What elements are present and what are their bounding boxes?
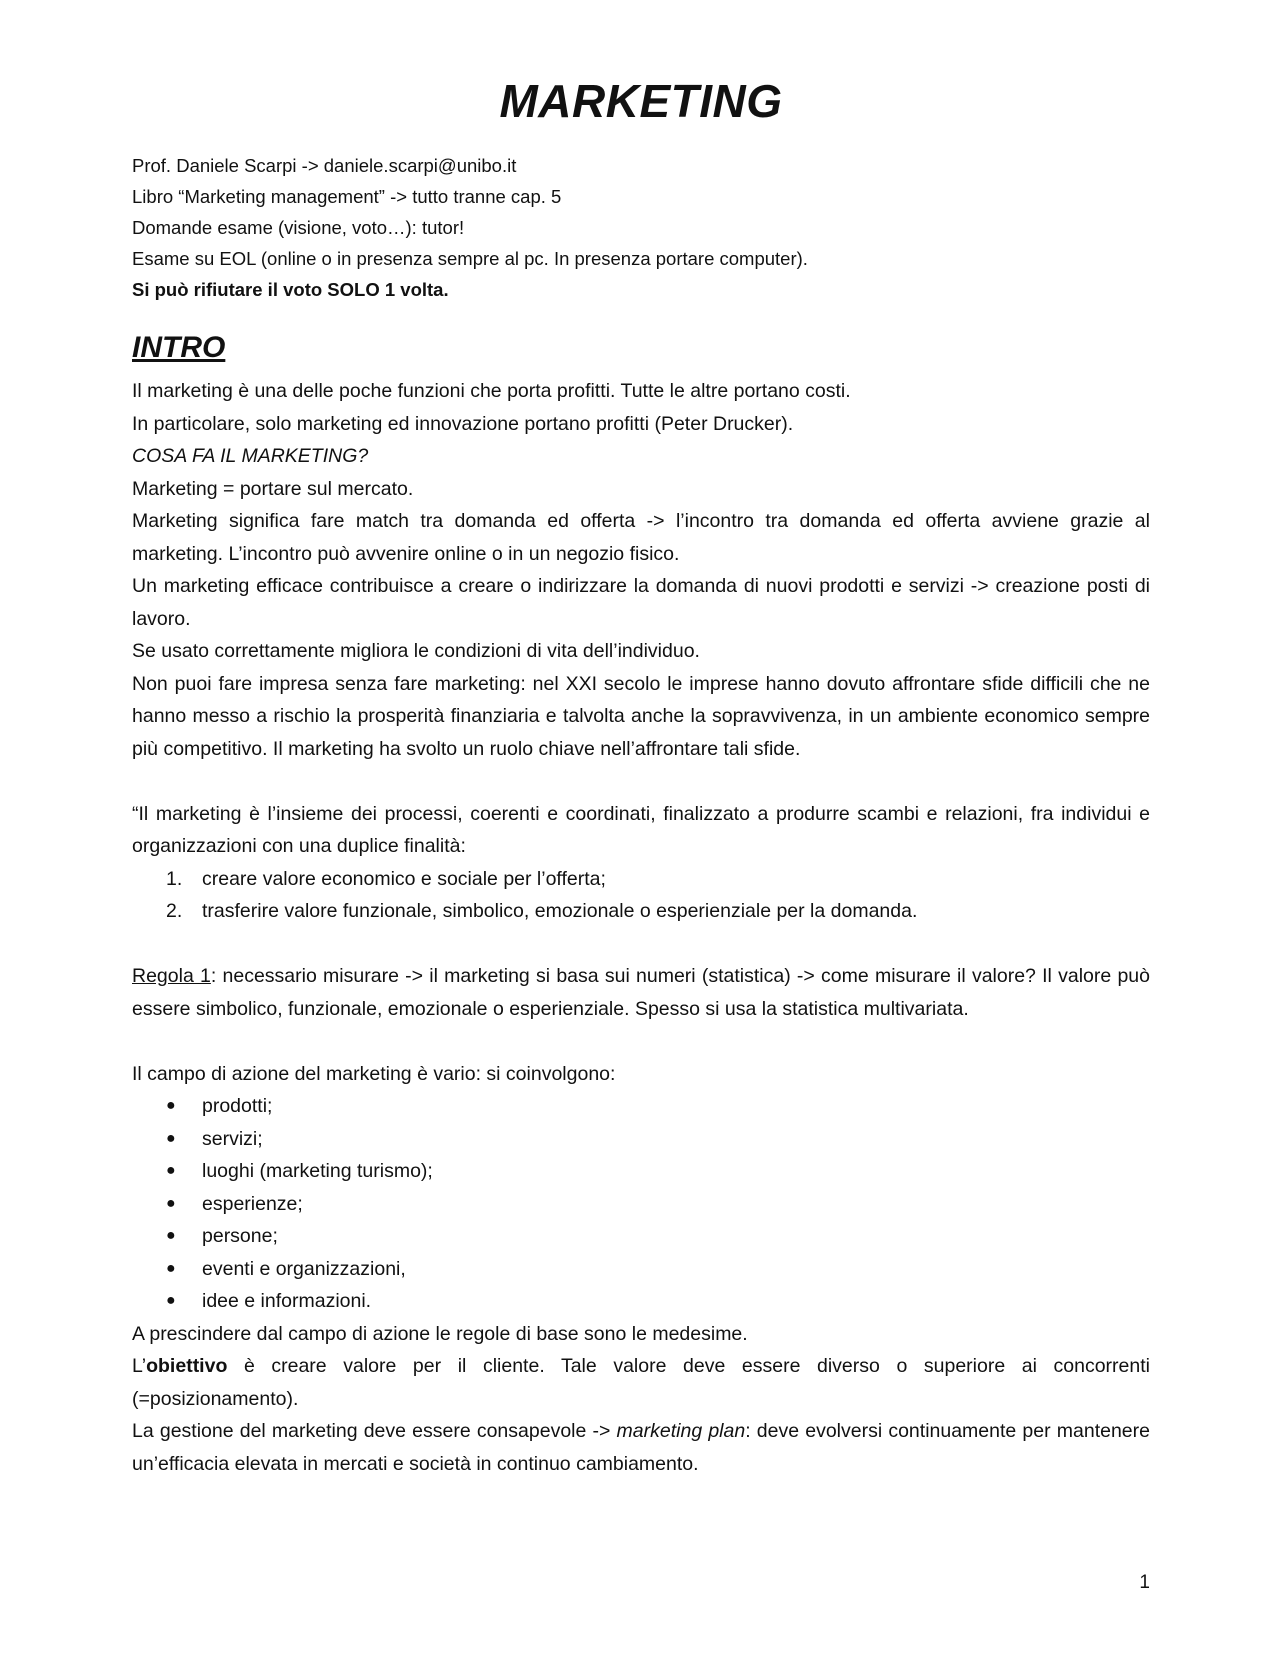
paragraph: Se usato correttamente migliora le condizioni di vita dell’individuo. [132,640,700,662]
grade-refusal-note: Si può rifiutare il voto SOLO 1 volta. [132,279,449,300]
bullet-icon: ● [166,1259,176,1277]
list-item-text: idee e informazioni. [202,1290,372,1312]
paragraph: In particolare, solo marketing ed innovazione portano profitti (Peter Drucker). [132,412,794,435]
paragraph: A prescindere dal campo di azione le regole di base sono le medesime. [132,1322,748,1345]
rule-label: Regola 1 [132,965,211,987]
bullet-icon: ● [166,1292,176,1309]
bullet-icon: ● [166,1162,176,1179]
list-item-text: persone; [202,1225,278,1247]
bullet-icon: ● [166,1227,176,1244]
paragraph: Il marketing è una delle poche funzioni che porta profitti. Tutte le altre portano costi. [132,380,851,402]
numbered-list [132,863,1150,928]
section-title-intro: INTRO [132,331,226,364]
page-number: 1 [1139,1572,1150,1593]
plan-keyword: marketing plan [616,1420,746,1442]
list-item [132,1285,1150,1318]
exam-mode-line: Esame su EOL (online o in presenza sempre al pc. In presenza portare computer). [132,248,808,269]
list-item [132,1155,1150,1188]
list-item-text: luoghi (marketing turismo); [202,1160,433,1182]
plan-prefix: La gestione del marketing deve essere consapevole -> [132,1420,617,1442]
book-line: Libro “Marketing management” -> tutto tranne cap. 5 [132,186,562,207]
question-heading: COSA FA IL MARKETING? [132,445,369,467]
bullet-list [132,1090,1150,1318]
bullet-icon: ● [166,1097,176,1114]
list-item-text: esperienze; [202,1192,303,1215]
intro-body [132,375,1150,1480]
list-item-text: trasferire valore funzionale, simbolico, emozionale o esperienziale per la domanda. [202,900,918,922]
list-item [132,1123,1150,1156]
definition-paragraph: “Il marketing è l’insieme dei processi, coerenti e coordinati, finalizzato a produrre scambi e relazioni, fra individui e organizzazioni con una duplice finalità: [132,802,1150,857]
paragraph: Marketing = portare sul mercato. [132,477,414,500]
list-item-text: eventi e organizzazioni, [202,1257,406,1280]
objective-keyword: obiettivo [146,1355,228,1377]
list-item [132,1188,1150,1221]
list-number: 2. [166,900,183,922]
professor-line: Prof. Daniele Scarpi -> daniele.scarpi@unibo.it [132,155,517,176]
list-item [132,1253,1150,1286]
objective-prefix: L’ [132,1355,147,1377]
list-item-text: servizi; [202,1127,263,1150]
bullet-icon: ● [166,1129,176,1147]
list-item [132,863,1150,896]
list-item [132,1090,1150,1123]
objective-text: è creare valore per il cliente. Tale valore deve essere diverso o superiore ai concorrenti (=posizionamento). [132,1355,1150,1410]
list-item [132,1220,1150,1253]
rule-paragraph [132,960,1150,1025]
list-number: 1. [166,867,183,890]
course-info [132,150,1150,305]
list-item [132,895,1150,928]
bullet-icon: ● [166,1194,176,1212]
document-page [132,70,1150,1480]
plan-text: : deve evolversi continuamente per mantenere un’efficacia elevata in mercati e società in continuo cambiamento. [132,1420,1150,1475]
exam-questions-line: Domande esame (visione, voto…): tutor! [132,217,465,238]
list-item-text: prodotti; [202,1095,273,1117]
document-title: MARKETING [499,75,783,127]
plan-paragraph [132,1415,1150,1480]
paragraph: Non puoi fare impresa senza fare marketing: nel XXI secolo le imprese hanno dovuto affrontare sfide difficili che ne hanno messo a rischio la prosperità finanziaria e talvolta anche la sopravvivenza, in un ambiente economico sempre più competitivo. Il marketing ha svolto un ruolo chiave nell’affrontare tali sfide. [132,672,1150,760]
objective-paragraph [132,1350,1150,1415]
paragraph: Marketing significa fare match tra domanda ed offerta -> l’incontro tra domanda ed offerta avviene grazie al marketing. L’incontro può avvenire online o in un negozio fisico. [132,510,1150,565]
paragraph: Un marketing efficace contribuisce a creare o indirizzare la domanda di nuovi prodotti e servizi -> creazione posti di lavoro. [132,575,1150,630]
paragraph: Il campo di azione del marketing è vario: si coinvolgono: [132,1062,616,1085]
rule-text: : necessario misurare -> il marketing si basa sui numeri (statistica) -> come misurare il valore? Il valore può essere simbolico, funzionale, emozionale o esperienziale. Spesso si usa la statistica multivariata. [132,965,1150,1020]
list-item-text: creare valore economico e sociale per l’offerta; [202,867,606,890]
